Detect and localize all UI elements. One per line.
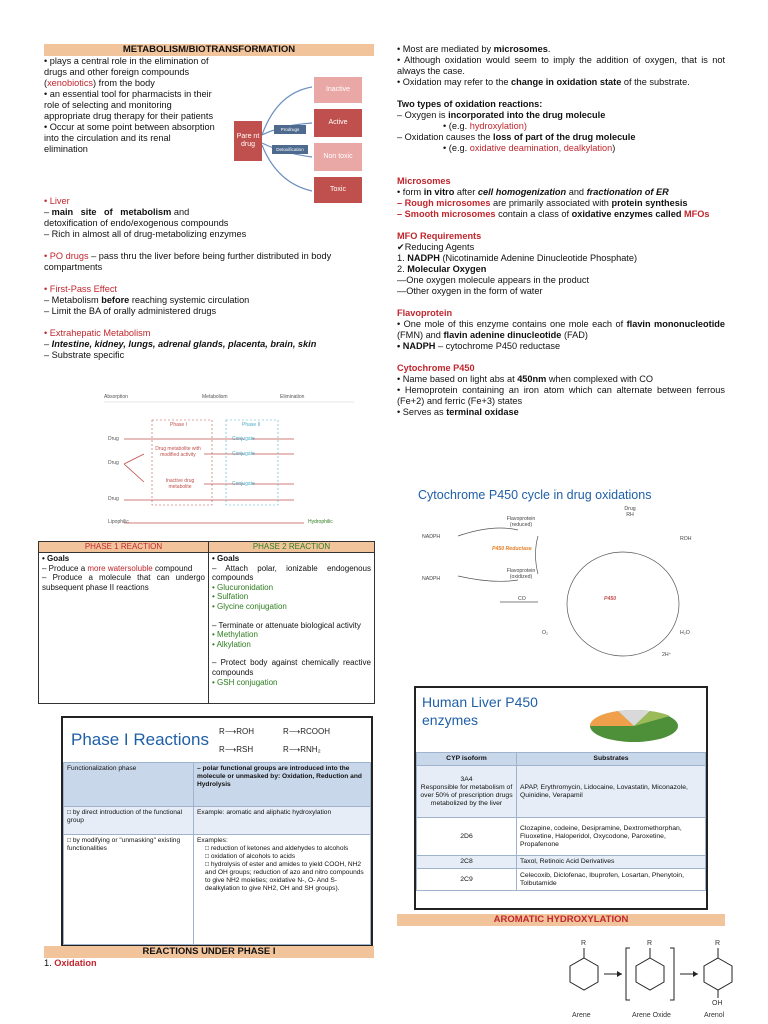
p450-center-label: P450: [604, 596, 617, 602]
cyp-2c8-substrates: Taxol, Retinoic Acid Derivatives: [517, 856, 706, 869]
intro-line: role of selecting and monitoring: [44, 100, 172, 110]
cyp-isoform-header: CYP isoform: [417, 753, 517, 766]
cyp-3a4-substrates: APAP, Erythromycin, Lidocaine, Lovastatin, Miconazole, Quinidine, Verapamil: [517, 766, 706, 818]
microsomes-title: Microsomes: [397, 176, 451, 186]
extrahepatic-line: – Intestine, kidney, lungs, adrenal glands, placenta, brain, skin: [44, 339, 317, 349]
co-label: CO: [518, 596, 526, 602]
cyp-2c9-substrates: Celecoxib, Diclofenac, Ibuprofen, Losartan, Phenytoin, Tolbutamide: [517, 869, 706, 891]
arenol-r-label: R: [715, 940, 721, 947]
intro-line: into the circulation and its renal: [44, 133, 171, 143]
flow-metabolism-label: Metabolism: [202, 394, 228, 400]
o2-label: O₂: [542, 630, 549, 636]
flow-modified-label: Drug metabolite with modified activity: [155, 446, 201, 458]
extrahepatic-line: – Substrate specific: [44, 350, 125, 360]
nontoxic-box: Non toxic: [314, 143, 362, 171]
intro-line: (xenobiotics) from the body: [44, 78, 155, 88]
intro-line: appropriate drug therapy for their patients: [44, 111, 214, 121]
liver-line: – main site of metabolism and: [44, 207, 190, 217]
flavoprotein-reduced-label: Flavoprotein (reduced): [506, 516, 536, 528]
human-liver-p450-table: [414, 686, 708, 910]
roh-label: ROH: [680, 536, 692, 542]
phase-flow-diagram: [104, 392, 354, 532]
direct-introduction-cell: □ by direct introduction of the functional group: [64, 807, 194, 835]
flow-hydrophilic-label: Hydrophilic: [308, 519, 333, 525]
flow-arrows: [104, 392, 354, 532]
cyp-2d6-cell: 2D6: [417, 818, 517, 856]
phase2-header: PHASE 2 REACTION: [209, 542, 375, 553]
p450-cycle-arrows: [418, 484, 708, 676]
oxidation-item: 1. Oxidation: [44, 958, 97, 968]
po-drugs-text: • PO drugs – pass thru the liver before being further distributed in body compartments: [44, 251, 332, 272]
reaction-roh: R⟶ROH: [219, 727, 255, 736]
substrates-header: Substrates: [517, 753, 706, 766]
first-pass-line: – Metabolism before reaching systemic circulation: [44, 295, 250, 305]
modifying-cell: □ by modifying or "unmasking" existing functionalities: [64, 835, 194, 945]
flow-drug-label: Drug: [108, 436, 119, 442]
p450-cycle-title: Cytochrome P450 cycle in drug oxidations: [418, 488, 652, 502]
flow-phase2-label: Phase II: [242, 422, 261, 428]
cyp-3a4-cell: 3A4 Responsible for metabolism of over 50% of prescription drugs metabolized by the liver: [417, 766, 517, 818]
extrahepatic-title: • Extrahepatic Metabolism: [44, 328, 151, 338]
cyp-2c9-cell: 2C9: [417, 869, 517, 891]
flow-lipophilic-label: Lipophilic: [108, 519, 129, 525]
aromatic-structures: [560, 936, 740, 1020]
toxic-box: Toxic: [314, 177, 362, 203]
section-banner-metabolism: METABOLISM/BIOTRANSFORMATION: [44, 44, 374, 56]
flow-elimination-label: Elimination: [280, 394, 305, 400]
mfo-title: MFO Requirements: [397, 231, 482, 241]
aromatic-banner: AROMATIC HYDROXYLATION: [397, 914, 725, 926]
intro-line: drugs and other foreign compounds: [44, 67, 190, 77]
arene-r-label: R: [581, 940, 587, 947]
liver-p450-title: Human Liver P450: [422, 694, 538, 710]
flow-drug-label: Drug: [108, 460, 119, 466]
arenol-label: Arenol: [704, 1012, 725, 1019]
parent-drug-box: Pare nt drug: [234, 121, 262, 161]
oxide-r-label: R: [647, 940, 653, 947]
right-column: • Most are mediated by microsomes. • Although oxidation would seem to imply the addition of oxygen, that is not always the case. • Oxidation may refer to the change in oxidation state of the substrate. Two types of oxidation reactions: – Oxygen is incorporated into the drug molecule • (e.g. hydroxylation) – Oxidation causes the loss of part of the drug molecule • (e.g. oxidative deamination, dealkylation) Microsomes • form in vitro after cell homogenization and fractionation of ER – Rough microsomes are primarily associated with protein synthesis – Smooth microsomes contain a class of oxidative enzymes called MFOs MFO Requirements ✔Reducing Agents 1. NADPH (Nicotinamide Adenine Dinucleotide Phosphate) 2. Molecular Oxygen —One oxygen molecule appears in the product —Other oxygen in the form of water Flavoprotein • One mole of this enzyme contains one mole each of flavin mononucleotide (FMN) and flavin adenine dinucleotide (FAD) • NADPH – cytochrome P450 reductase Cytochrome P450 • Name based on light abs at 450nm when complexed with CO • Hemoprotein containing an iron atom which can alternate between ferrous (Fe+2) and ferric (Fe+3) states • Serves as terminal oxidase: [397, 44, 725, 417]
cyp450-title: Cytochrome P450: [397, 363, 475, 373]
flow-drug-label: Drug: [108, 496, 119, 502]
reaction-rsh: R⟶RSH: [219, 745, 254, 754]
intro-line: • an essential tool for pharmacists in their: [44, 89, 212, 99]
oxidation-types-title: Two types of oxidation reactions:: [397, 99, 543, 109]
detox-label: Detoxification: [272, 145, 308, 154]
phase1-header: PHASE 1 REACTION: [39, 542, 209, 553]
aromatic-hydroxylation-block: [397, 914, 725, 926]
intro-line: • plays a central role in the elimination of: [44, 56, 209, 66]
prodrugs-label: Prodrugs: [274, 125, 306, 134]
reactions-banner: REACTIONS UNDER PHASE I: [44, 946, 374, 958]
phase-reaction-table: [38, 541, 375, 704]
reactions-phase1-block: [44, 946, 374, 969]
liver-title: • Liver: [44, 196, 70, 206]
modifying-examples: Examples: □ reduction of ketones and aldehydes to alcohols □ oxidation of alcohols to acids □ hydrolysis of ester and amides to yield COOH, NH2 and OH groups; reduction of azo and nitro compounds to give NH2 moieties; oxidative N-, O- And S-dealkylation to give NH2, OH and SH groups).: [194, 835, 371, 945]
intro-line: • Occur at some point between absorption: [44, 122, 215, 132]
flow-conjugate-label: Conjugate: [232, 481, 255, 487]
cyp-2d6-substrates: Clozapine, codeine, Desipramine, Dextromethorphan, Fluoxetine, Haloperidol, Oxycodone, Paroxetine, Propafenone: [517, 818, 706, 856]
phase2-cell: • Goals – Attach polar, ionizable endogenous compounds • Glucuronidation • Sulfation • Glycine conjugation – Terminate or attenuate biological activity • Methylation • Alkylation – Protect body against chemically reactive compounds • GSH conjugation: [209, 553, 375, 704]
intro-line: elimination: [44, 144, 88, 154]
h2o-label: H₂O: [680, 630, 690, 636]
liver-block: [44, 196, 374, 361]
functionalization-cell: Functionalization phase: [64, 763, 194, 807]
intro-block: [44, 56, 222, 155]
drug-rh-label: Drug RH: [624, 506, 636, 518]
flow-phase1-label: Phase I: [170, 422, 187, 428]
liver-line: detoxification of endo/exogenous compounds: [44, 218, 229, 228]
active-box: Active: [314, 109, 362, 137]
nadph-label: NADPH: [422, 576, 441, 582]
phase1-reactions-image: [61, 716, 373, 946]
p450-pie-chart: [558, 690, 708, 750]
liver-line: – Rich in almost all of drug-metabolizing enzymes: [44, 229, 247, 239]
phase1-image-title: Phase I Reactions: [71, 730, 209, 749]
phase1-cell: • Goals – Produce a more watersoluble compound – Produce a molecule that can undergo subsequent phase II reactions: [39, 553, 209, 704]
arene-label: Arene: [572, 1012, 591, 1019]
hplus-label: 2H⁺: [662, 652, 672, 658]
p450-cycle-diagram: [418, 484, 708, 676]
first-pass-title: • First-Pass Effect: [44, 284, 117, 294]
inactive-box: Inactive: [314, 77, 362, 103]
flavoprotein-oxidized-label: Flavoprotein (oxidized): [506, 568, 536, 580]
arenol-oh-label: OH: [712, 1000, 723, 1007]
liver-p450-title: enzymes: [422, 712, 479, 728]
first-pass-line: – Limit the BA of orally administered drugs: [44, 306, 217, 316]
metabolism-diagram: [232, 73, 364, 203]
flow-conjugate-label: Conjugate: [232, 451, 255, 457]
p450-reductase-label: P450 Reductase: [492, 546, 532, 552]
direct-introduction-example: Example: aromatic and aliphatic hydroxylation: [194, 807, 371, 835]
reaction-rcooh: R⟶RCOOH: [283, 727, 331, 736]
flow-inactive-label: Inactive drug metabolite: [165, 478, 195, 490]
flow-conjugate-label: Conjugate: [232, 436, 255, 442]
reaction-rnh2: R⟶RNH₂: [283, 745, 321, 754]
arene-oxide-label: Arene Oxide: [632, 1012, 671, 1019]
flow-absorption-label: Absorption: [104, 394, 128, 400]
functionalization-desc: – polar functional groups are introduced into the molecule or unmasked by: Oxidation, Reduction and Hydrolysis: [194, 763, 371, 807]
cyp-2c8-cell: 2C8: [417, 856, 517, 869]
nadph-label: NADPH: [422, 534, 441, 540]
flavoprotein-title: Flavoprotein: [397, 308, 453, 318]
